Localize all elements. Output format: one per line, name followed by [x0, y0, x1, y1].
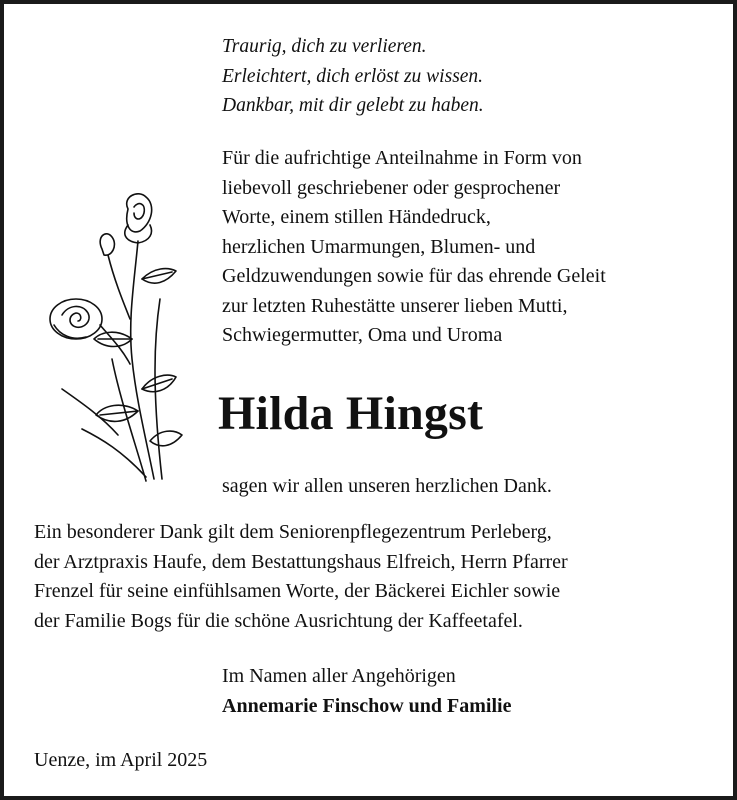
poem — [222, 32, 484, 121]
intro-line: liebevoll geschriebener oder gesprochener — [222, 176, 561, 199]
intro-line: Worte, einem stillen Händedruck, — [222, 206, 491, 228]
intro-line: zur letzten Ruhestätte unserer lieben Mutti, — [222, 294, 568, 317]
intro-text — [222, 144, 606, 351]
intro-line: Schwiegermutter, Oma und Uroma — [222, 324, 503, 346]
poem-line: Traurig, dich zu verlieren. — [222, 36, 427, 57]
intro-line: Für die aufrichtige Anteilnahme in Form von — [222, 147, 582, 169]
signoff — [222, 662, 511, 721]
special-thanks-line: der Familie Bogs für die schöne Ausrichtung der Kaffeetafel. — [34, 609, 523, 632]
poem-line: Erleichtert, dich erlöst zu wissen. — [222, 65, 484, 87]
place-date: Uenze, im April 2025 — [34, 749, 208, 771]
intro-line: herzlichen Umarmungen, Blumen- und — [222, 235, 536, 258]
special-thanks-line: Ein besonderer Dank gilt dem Seniorenpflegezentrum Perleberg, — [34, 521, 552, 543]
rose-illustration-icon — [42, 189, 192, 489]
family-signature: Annemarie Finschow und Familie — [222, 694, 512, 717]
thanks-line: sagen wir allen unseren herzlichen Dank. — [222, 475, 552, 497]
deceased-name: Hilda Hingst — [218, 387, 484, 440]
special-thanks-line: der Arztpraxis Haufe, dem Bestattungshaus Elfreich, Herrn Pfarrer — [34, 550, 568, 573]
intro-line: Geldzuwendungen sowie für das ehrende Geleit — [222, 265, 606, 287]
poem-line: Dankbar, mit dir gelebt zu haben. — [222, 95, 484, 116]
on-behalf-line: Im Namen aller Angehörigen — [222, 665, 456, 687]
special-thanks — [34, 518, 568, 636]
special-thanks-line: Frenzel für seine einfühlsamen Worte, der Bäckerei Eichler sowie — [34, 580, 561, 602]
